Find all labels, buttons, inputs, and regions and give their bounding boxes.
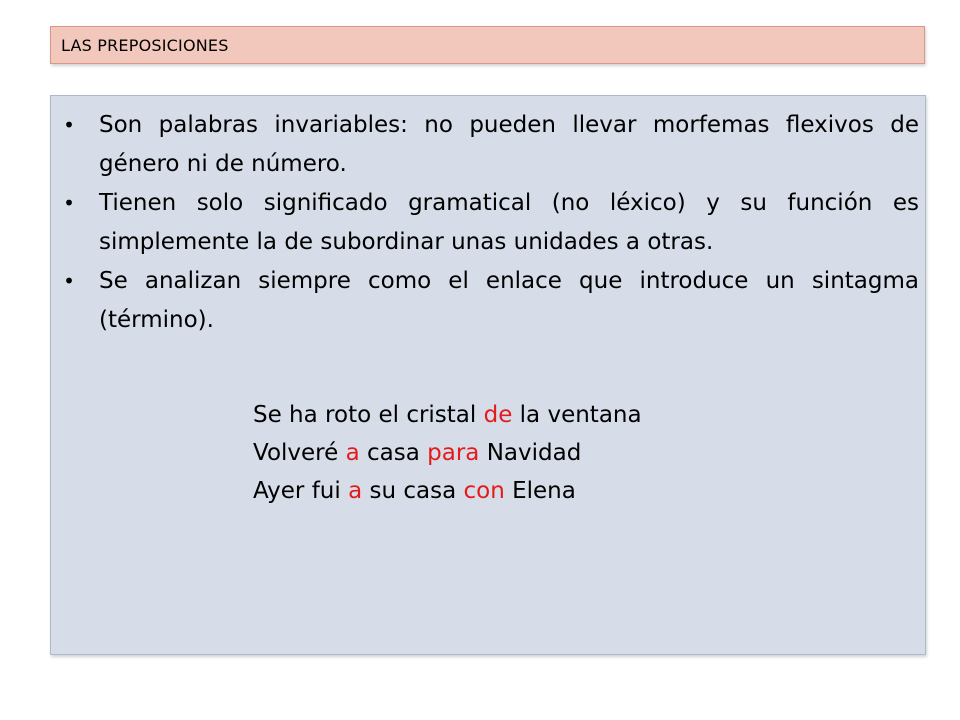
example-sentence bbox=[253, 396, 642, 434]
bullet-text: Son palabras invariables: no pueden llevar morfemas flexivos de género ni de número. bbox=[99, 112, 919, 177]
example-text: Se ha roto el cristal bbox=[253, 402, 484, 428]
example-sentence bbox=[253, 472, 642, 510]
example-sentence bbox=[253, 434, 642, 472]
bullet-dot-icon: • bbox=[63, 191, 75, 215]
content-box bbox=[50, 95, 926, 655]
preposition: con bbox=[463, 478, 505, 504]
preposition: a bbox=[345, 440, 360, 466]
example-text: Navidad bbox=[479, 440, 582, 466]
bullet-list bbox=[51, 106, 927, 340]
bullet-item bbox=[51, 106, 927, 184]
example-text: Elena bbox=[504, 478, 576, 504]
example-text: casa bbox=[359, 440, 428, 466]
title-bar bbox=[50, 26, 925, 64]
preposition: de bbox=[483, 402, 513, 428]
slide-title: LAS PREPOSICIONES bbox=[61, 36, 229, 55]
bullet-dot-icon: • bbox=[63, 269, 75, 293]
bullet-item bbox=[51, 262, 927, 340]
bullet-text: Tienen solo significado gramatical (no léxico) y su función es simplemente la de subordinar unas unidades a otras. bbox=[99, 190, 919, 255]
example-text: Volveré bbox=[253, 440, 346, 466]
bullet-text: Se analizan siempre como el enlace que introduce un sintagma (término). bbox=[99, 268, 919, 333]
bullet-item bbox=[51, 184, 927, 262]
example-text: Ayer fui bbox=[253, 478, 349, 504]
examples bbox=[253, 396, 642, 510]
preposition: a bbox=[348, 478, 363, 504]
bullet-dot-icon: • bbox=[63, 113, 75, 137]
example-text: la ventana bbox=[512, 402, 642, 428]
example-text: su casa bbox=[362, 478, 464, 504]
preposition: para bbox=[427, 440, 480, 466]
